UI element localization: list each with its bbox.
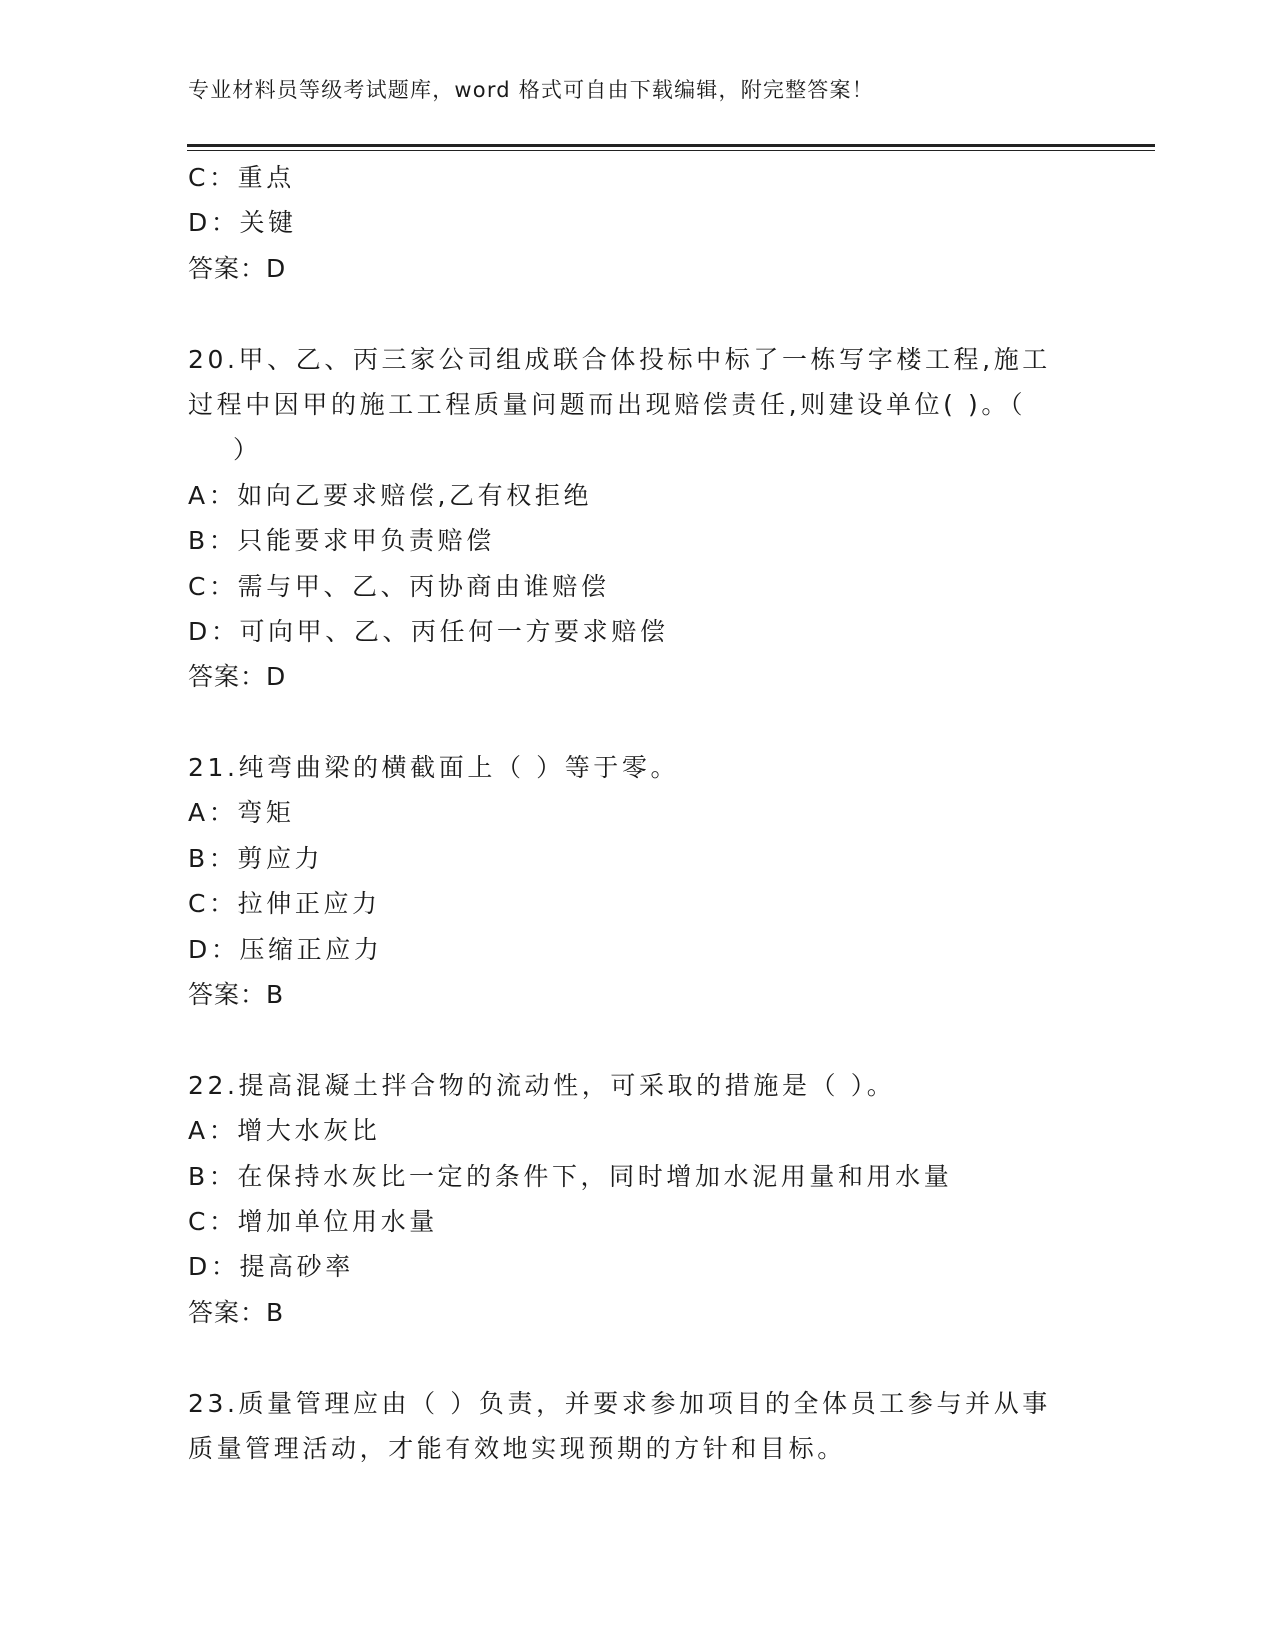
header-divider (187, 144, 1155, 151)
page-header: 专业材料员等级考试题库，word 格式可自由下载编辑，附完整答案！ (188, 78, 874, 102)
document-body (188, 155, 1068, 1471)
answer: 答案：B (188, 1297, 285, 1327)
option-c: C：增加单位用水量 (188, 1206, 438, 1236)
answer: 答案：D (188, 662, 287, 692)
option-c: C：重点 (188, 163, 295, 192)
option-c: C：拉伸正应力 (188, 889, 381, 919)
answer: 答案：D (188, 253, 287, 283)
question-stem: 质量管理活动，才能有效地实现预期的方针和目标。 (188, 1433, 846, 1463)
question-stem: 20.甲、乙、丙三家公司组成联合体投标中标了一栋写字楼工程,施工 (188, 344, 1051, 374)
answer: 答案：B (188, 980, 285, 1010)
option-c: C：需与甲、乙、丙协商由谁赔偿 (188, 571, 610, 601)
option-b: B：在保持水灰比一定的条件下，同时增加水泥用量和用水量 (188, 1161, 953, 1191)
question-stem: 23.质量管理应由（ ）负责，并要求参加项目的全体员工参与并从事 (188, 1388, 1051, 1418)
option-a: A：增大水灰比 (188, 1116, 381, 1146)
question-stem: 22.提高混凝土拌合物的流动性，可采取的措施是（ ）。 (188, 1070, 896, 1100)
option-b: B：只能要求甲负责赔偿 (188, 526, 495, 556)
option-a: A：弯矩 (188, 798, 295, 828)
option-d: D：关键 (188, 208, 297, 238)
option-a: A：如向乙要求赔偿,乙有权拒绝 (188, 480, 593, 510)
question-stem: ） (233, 435, 262, 465)
question-21 (188, 745, 1068, 1017)
question-22 (188, 1063, 1068, 1335)
option-b: B：剪应力 (188, 843, 324, 873)
option-d: D：压缩正应力 (188, 934, 383, 964)
question-stem: 过程中因甲的施工工程质量问题而出现赔偿责任,则建设单位( )。（ (188, 389, 1027, 419)
option-d: D：可向甲、乙、丙任何一方要求赔偿 (188, 616, 669, 646)
option-d: D：提高砂率 (188, 1252, 354, 1282)
question-20 (188, 337, 1068, 700)
question-stem: 21.纯弯曲梁的横截面上（ ）等于零。 (188, 753, 680, 783)
question-23 (188, 1381, 1068, 1472)
